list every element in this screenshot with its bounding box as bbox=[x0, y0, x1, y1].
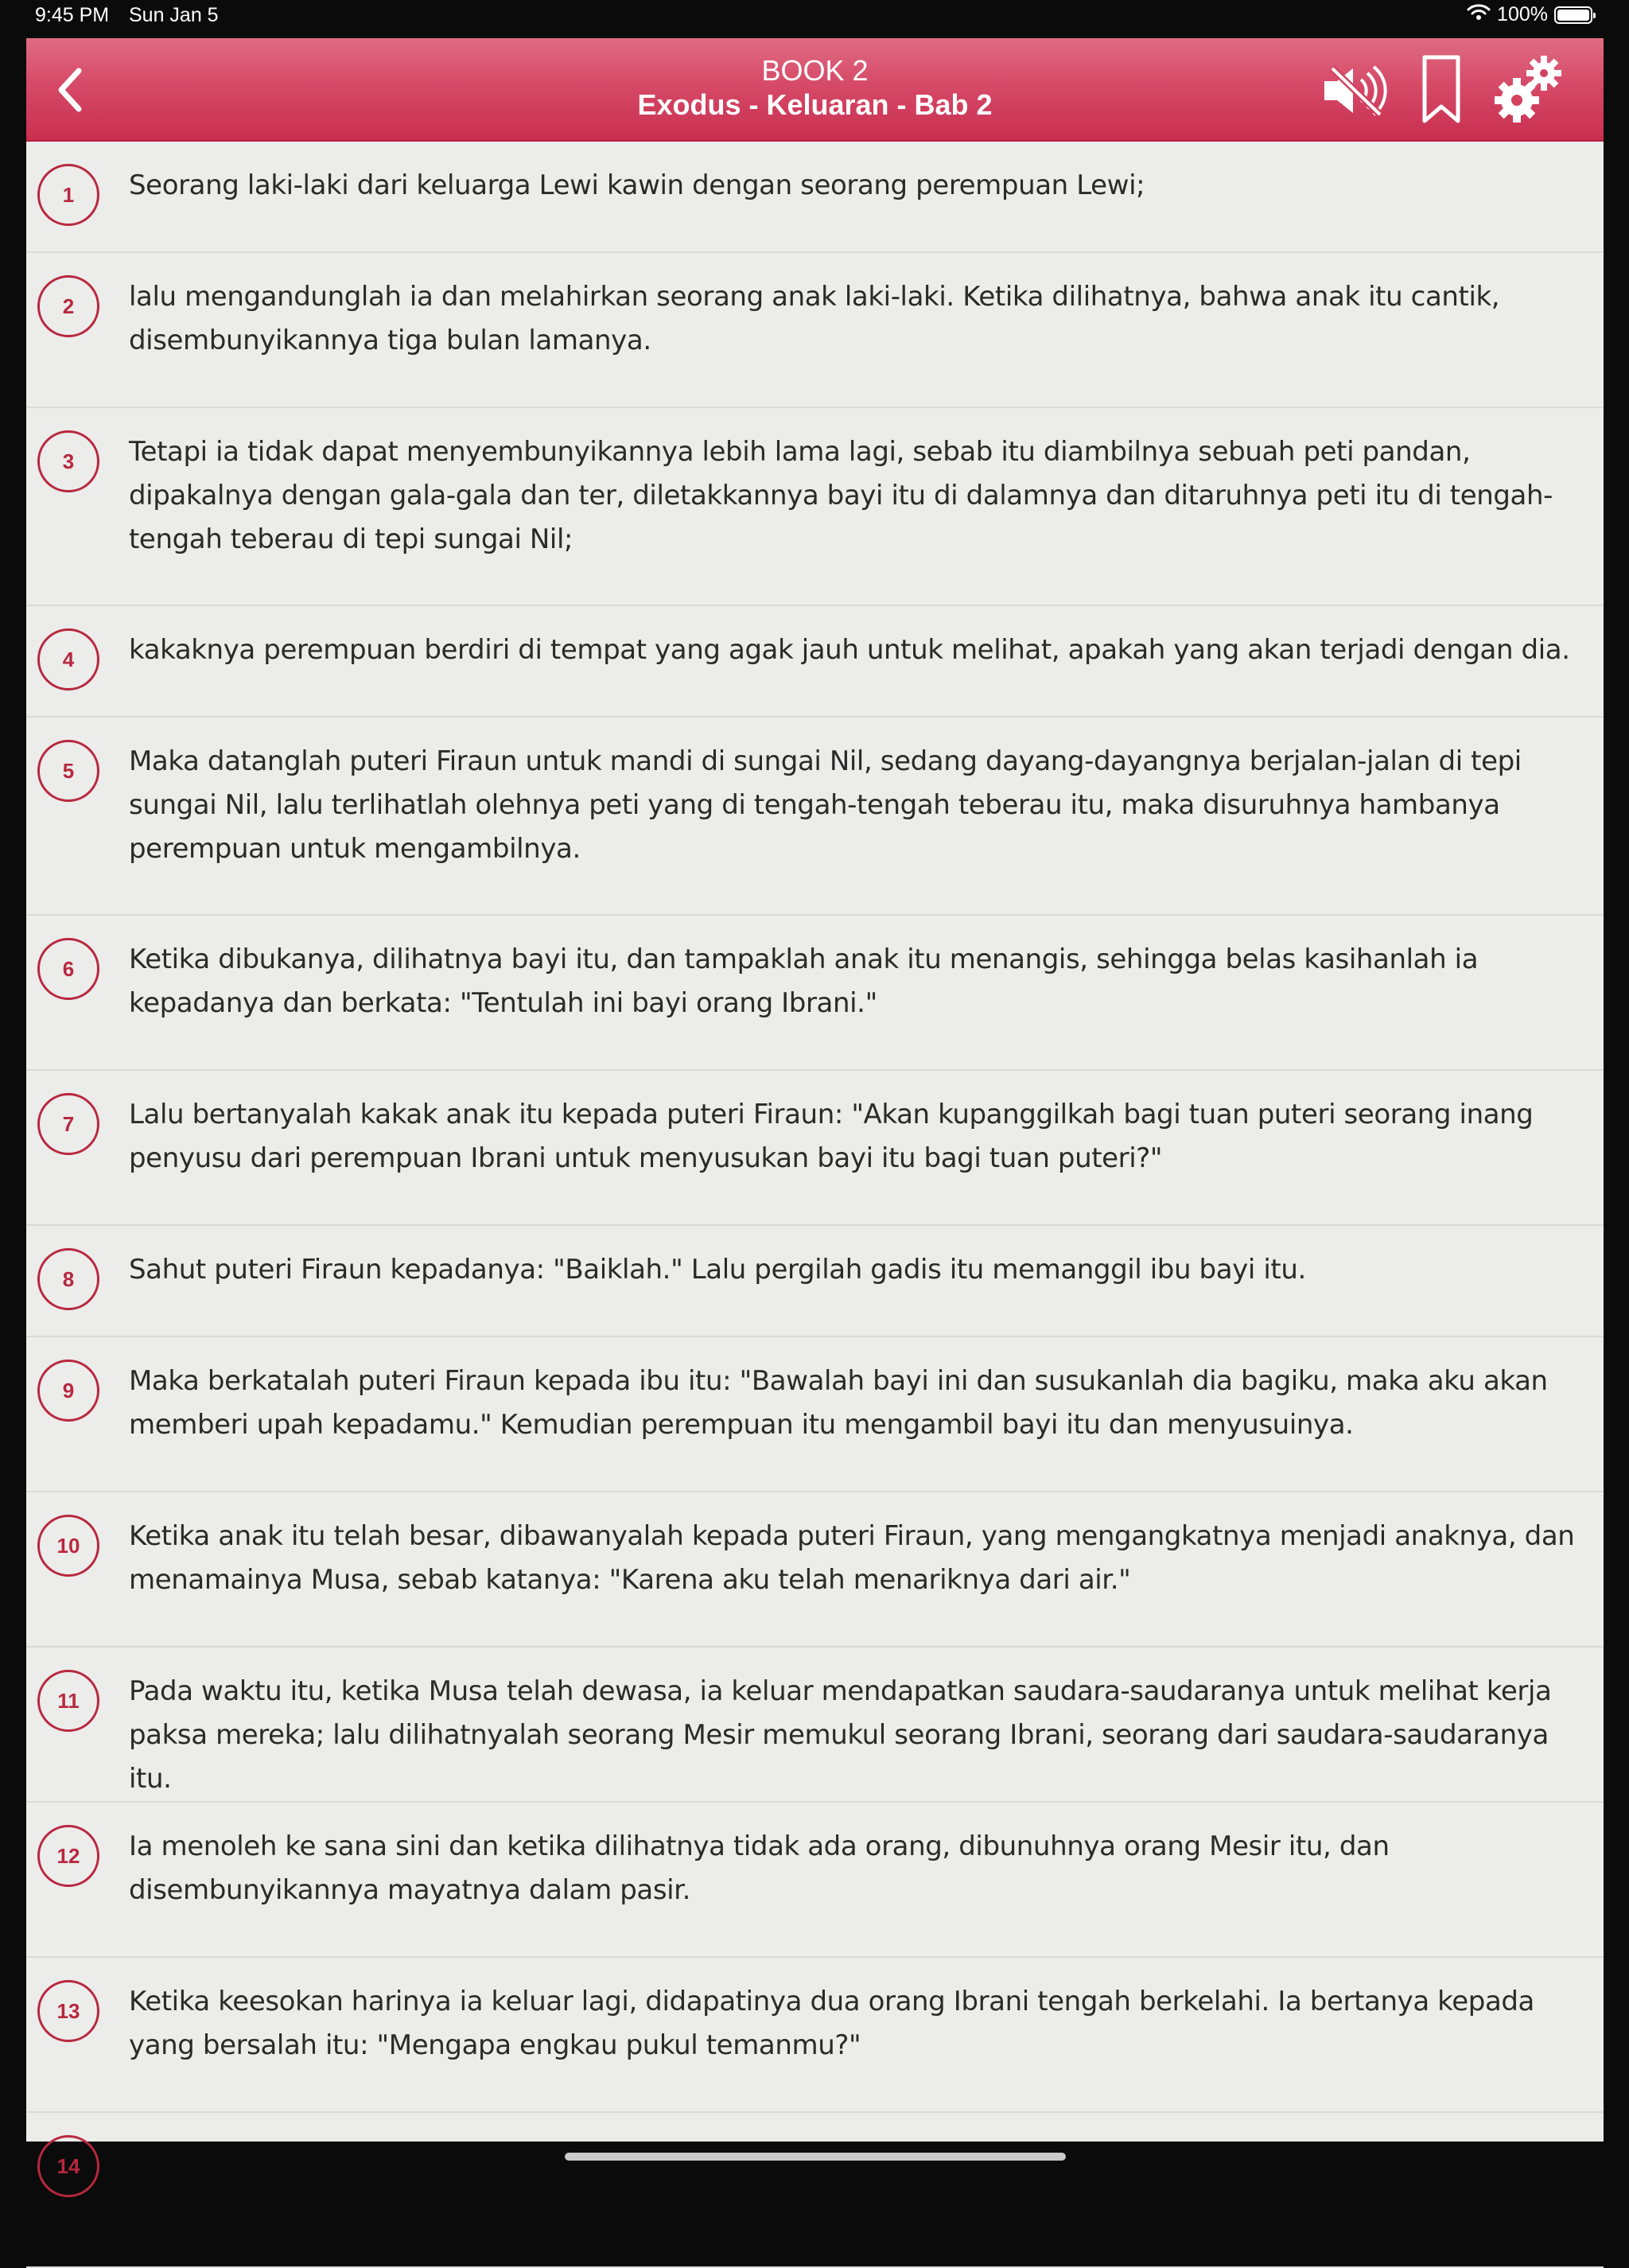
verse-text: kakaknya perempuan berdiri di tempat yang agak jauh untuk melihat, apakah yang akan terjadi dengan dia. bbox=[129, 634, 1570, 666]
verse-row[interactable] bbox=[26, 142, 1604, 253]
settings-button[interactable] bbox=[1491, 54, 1563, 126]
verse-text: Maka berkatalah puteri Firaun kepada ibu itu: "Bawalah bayi ini dan susukanlah dia bagiku, maka aku akan memberi upah kepadamu." Kemudian perempuan itu mengambil bayi itu dan menyusuinya. bbox=[129, 1365, 1548, 1441]
verse-text: Maka datanglah puteri Firaun untuk mandi di sungai Nil, sedang dayang-dayangnya berjalan-jalan di tepi sungai Nil, lalu terlihatlah olehnya peti yang di tengah-tengah teberau itu, maka disuruhnya hambanya perempuan untuk mengambilnya. bbox=[129, 745, 1522, 865]
status-time: 9:45 PM bbox=[35, 4, 110, 26]
verse-row[interactable] bbox=[26, 1071, 1604, 1226]
status-bar bbox=[0, 0, 1629, 35]
verse-text: Tetapi ia tidak dapat menyembunyikannya lebih lama lagi, sebab itu diambilnya sebuah peti pandan, dipakalnya dengan gala-gala dan ter, diletakkannya bayi itu di dalamnya dan ditaruhnya peti itu di tengah-tengah teberau di tepi sungai Nil; bbox=[129, 436, 1553, 555]
verse-row[interactable] bbox=[26, 1337, 1604, 1492]
verse-row[interactable] bbox=[26, 1958, 1604, 2113]
verse-number: 9 bbox=[37, 1360, 99, 1422]
verse-text: lalu mengandunglah ia dan melahirkan seorang anak laki-laki. Ketika dilihatnya, bahwa anak itu cantik, disembunyikannya tiga bulan lamanya. bbox=[129, 281, 1500, 356]
verse-text: Ketika anak itu telah besar, dibawanyalah kepada puteri Firaun, yang mengangkatnya menjadi anaknya, dan menamainya Musa, sebab katanya: "Karena aku telah menariknya dari air." bbox=[129, 1520, 1575, 1596]
verse-row[interactable] bbox=[26, 1492, 1604, 1648]
verse-number: 7 bbox=[37, 1093, 99, 1155]
verse-row[interactable] bbox=[26, 2113, 1604, 2268]
verse-row[interactable] bbox=[26, 606, 1604, 718]
bookmark-icon bbox=[1420, 54, 1463, 126]
status-date: Sun Jan 5 bbox=[129, 4, 219, 26]
verse-row[interactable] bbox=[26, 718, 1604, 916]
verse-text: Seorang laki-laki dari keluarga Lewi kawin dengan seorang perempuan Lewi; bbox=[129, 169, 1145, 201]
verse-number: 13 bbox=[37, 1980, 99, 2042]
verse-number: 6 bbox=[37, 938, 99, 1000]
verse-number: 12 bbox=[37, 1825, 99, 1887]
verse-text: Ia menoleh ke sana sini dan ketika dilihatnya tidak ada orang, dibunuhnya orang Mesir itu, dan disembunyikannya mayatnya dalam pasir. bbox=[129, 1830, 1390, 1906]
verse-text: Sahut puteri Firaun kepadanya: "Baiklah." Lalu pergilah gadis itu memanggil ibu bayi itu. bbox=[129, 1254, 1306, 1286]
status-indicators bbox=[1467, 3, 1592, 26]
speaker-muted-icon bbox=[1321, 62, 1390, 119]
verse-text: Lalu bertanyalah kakak anak itu kepada puteri Firaun: "Akan kupanggilkah bagi tuan puteri seorang inang penyusu dari perempuan Ibrani untuk menyusukan bayi itu bagi tuan puteri?" bbox=[129, 1099, 1534, 1174]
header-bar bbox=[26, 38, 1604, 142]
verse-number: 4 bbox=[37, 628, 99, 691]
chapter-title: Exodus - Keluaran - Bab 2 bbox=[637, 88, 993, 121]
home-indicator[interactable] bbox=[565, 2153, 1066, 2161]
verse-row[interactable] bbox=[26, 408, 1604, 606]
verse-number: 10 bbox=[37, 1515, 99, 1577]
wifi-icon bbox=[1467, 3, 1491, 26]
bookmark-button[interactable] bbox=[1420, 54, 1463, 126]
verse-text: Ketika keesokan harinya ia keluar lagi, didapatinya dua orang Ibrani tengah berkelahi. Ia bertanya kepada yang bersalah itu: "Mengapa engkau pukul temanmu?" bbox=[129, 1986, 1534, 2061]
verse-number: 11 bbox=[37, 1670, 99, 1732]
verse-number: 5 bbox=[37, 740, 99, 802]
verse-row[interactable] bbox=[26, 1648, 1604, 1803]
verse-number: 2 bbox=[37, 275, 99, 337]
verse-text: Ketika dibukanya, dilihatnya bayi itu, dan tampaklah anak itu menangis, sehingga belas kasihanlah ia kepadanya dan berkata: "Tentulah ini bayi orang Ibrani." bbox=[129, 943, 1479, 1019]
gears-icon bbox=[1491, 54, 1563, 126]
verse-row[interactable] bbox=[26, 1803, 1604, 1958]
verse-number: 8 bbox=[37, 1248, 99, 1310]
page-title: BOOK 2 bbox=[761, 54, 869, 87]
mute-button[interactable] bbox=[1321, 62, 1390, 119]
verse-row[interactable] bbox=[26, 916, 1604, 1071]
verse-text: Pada waktu itu, ketika Musa telah dewasa, ia keluar mendapatkan saudara-saudaranya untuk melihat kerja paksa mereka; lalu dilihatnyalah seorang Mesir memukul seorang Ibrani, seorang dari saudara-saudaranya itu. bbox=[129, 1675, 1552, 1795]
verse-row[interactable] bbox=[26, 253, 1604, 408]
verse-row[interactable] bbox=[26, 1226, 1604, 1337]
verse-number: 14 bbox=[37, 2135, 99, 2197]
verse-number: 1 bbox=[37, 164, 99, 226]
verse-number: 3 bbox=[37, 430, 99, 492]
battery-percentage: 100% bbox=[1497, 3, 1548, 25]
battery-icon bbox=[1554, 6, 1592, 24]
verse-list[interactable] bbox=[26, 142, 1604, 2268]
app-window bbox=[26, 38, 1604, 2178]
